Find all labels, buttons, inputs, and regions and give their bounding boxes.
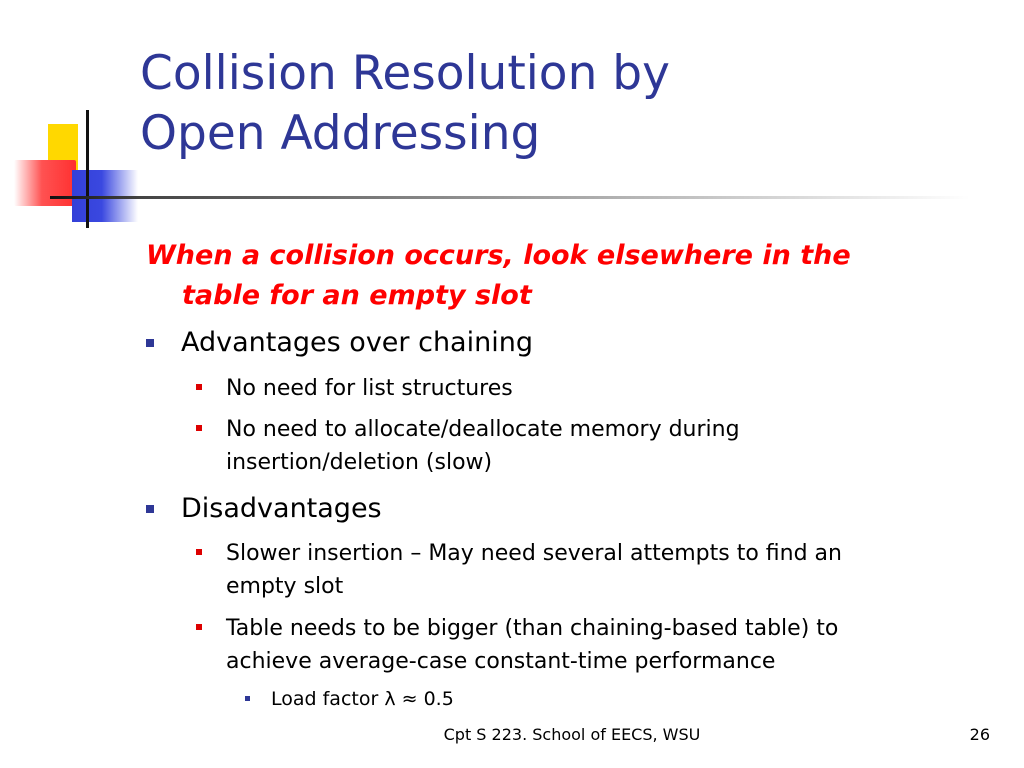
sub-bullet-line: Slower insertion – May need several attempts to find an	[226, 541, 842, 566]
sub-bullet	[196, 413, 956, 479]
bullet-disadvantages	[146, 492, 976, 526]
slide-title-line: Collision Resolution by	[140, 46, 670, 101]
sub-bullet-line: No need for list structures	[226, 376, 513, 401]
sub-sub-bullet	[245, 685, 945, 713]
square-bullet-icon	[196, 384, 202, 390]
intro-line: table for an empty slot	[182, 280, 532, 311]
slide-number: 26	[969, 725, 990, 744]
sub-bullet-line: Table needs to be bigger (than chaining-based table) to	[226, 616, 839, 641]
square-bullet-icon	[196, 624, 202, 630]
sub-bullet	[196, 537, 956, 603]
intro-line: When a collision occurs, look elsewhere in the	[146, 240, 851, 271]
sub-sub-bullet-text: Load factor λ ≈ 0.5	[271, 688, 454, 710]
intro-statement	[146, 236, 976, 316]
bullet-text: Advantages over chaining	[181, 327, 533, 358]
slide-footer: Cpt S 223. School of EECS, WSU	[443, 725, 701, 744]
bullet-advantages	[146, 326, 976, 360]
sub-bullet-line: insertion/deletion (slow)	[226, 450, 493, 475]
square-bullet-icon	[196, 549, 202, 555]
sub-bullet	[196, 612, 956, 678]
bullet-text: Disadvantages	[181, 493, 382, 524]
slide-title-line: Open Addressing	[140, 106, 541, 161]
sub-bullet	[196, 372, 956, 405]
square-bullet-icon	[146, 339, 154, 347]
sub-bullet-line: No need to allocate/deallocate memory during	[226, 417, 740, 442]
square-bullet-icon	[146, 505, 154, 513]
sub-bullet-line: achieve average-case constant-time performance	[226, 649, 776, 674]
square-bullet-icon	[196, 425, 202, 431]
sub-bullet-line: empty slot	[226, 574, 344, 599]
square-bullet-icon	[245, 696, 250, 701]
